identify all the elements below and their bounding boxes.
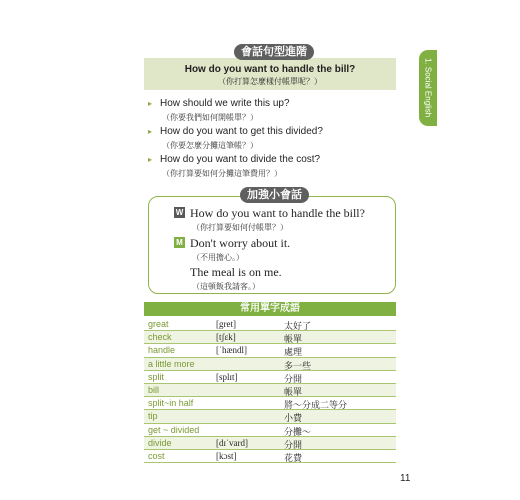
variation-en: How should we write this up? [160, 98, 290, 109]
dialog-line-zh: （不用擔心。） [192, 253, 244, 262]
vocab-phonetic: [kɔst] [216, 450, 237, 461]
vocab-word: split [148, 371, 165, 382]
vocab-word: get ~ divided [148, 424, 200, 435]
variation-en: How do you want to get this divided? [160, 126, 323, 137]
dialog-line-en: The meal is on me. [190, 265, 282, 279]
variation-zh: （你要我們如何開帳單？） [162, 113, 258, 122]
table-row [144, 424, 396, 437]
vocab-phonetic: [splɪt] [216, 371, 238, 382]
vocab-meaning: 花費 [284, 452, 303, 463]
vocab-word: check [148, 332, 172, 343]
vocab-meaning: 帳單 [284, 386, 303, 397]
vocab-meaning: 分開 [284, 373, 303, 384]
page-number: 11 [400, 473, 411, 484]
table-row [144, 397, 396, 410]
bullet-arrow-icon: ▸ [148, 127, 153, 136]
vocab-table-title: 常用單字成語 [144, 302, 396, 316]
table-row [144, 318, 396, 331]
vocab-phonetic: [dɪˈvard] [216, 437, 248, 448]
table-row [144, 384, 396, 397]
section-title-advanced-patterns: 會話句型進階 [234, 44, 314, 60]
vocab-phonetic: [gret] [216, 319, 236, 329]
bullet-arrow-icon: ▸ [148, 155, 153, 164]
vocab-word: tip [148, 411, 158, 422]
vocab-meaning: 處理 [284, 347, 303, 358]
vocab-word: cost [148, 450, 165, 461]
bullet-arrow-icon: ▸ [148, 99, 153, 108]
section-title-mini-dialog: 加強小會話 [240, 187, 309, 203]
vocab-meaning: 分攤～ [284, 426, 312, 437]
table-row [144, 371, 396, 384]
key-sentence-box [144, 58, 396, 90]
vocab-meaning: 多一些 [284, 360, 312, 371]
vocab-word: divide [148, 437, 172, 448]
dialog-line-zh: （這頓飯我請客。） [192, 282, 260, 291]
vocab-word: bill [148, 384, 160, 395]
key-sentence-zh: （你打算怎麼樣付帳單呢？） [218, 77, 322, 86]
table-row [144, 450, 396, 463]
dialog-line-en: How do you want to handle the bill? [190, 206, 365, 220]
speaker-badge: M [174, 237, 185, 248]
dialog-line-zh: （你打算要如何付帳單？） [192, 223, 288, 232]
table-row [144, 358, 396, 371]
vocab-meaning: 分開 [284, 439, 303, 450]
vocab-word: great [148, 319, 169, 329]
table-row [144, 344, 396, 357]
vocab-word: a little more [148, 358, 195, 369]
key-sentence-en: How do you want to handle the bill? [184, 64, 356, 75]
vocab-word: split~in half [148, 398, 194, 409]
vocab-word: handle [148, 345, 176, 356]
vocab-phonetic: [tʃɛk] [216, 332, 236, 343]
table-row [144, 437, 396, 450]
table-row [144, 410, 396, 423]
variation-zh: （你要怎麼分攤這筆帳？） [162, 141, 258, 150]
variation-en: How do you want to divide the cost? [160, 154, 321, 165]
vocab-meaning: 小費 [284, 413, 303, 424]
vocab-meaning: 太好了 [284, 321, 312, 331]
vocab-phonetic: [ˈhændl] [216, 345, 247, 356]
dialog-line-en: Don't worry about it. [190, 236, 291, 250]
vocab-meaning: 將～分成二等分 [284, 400, 348, 411]
speaker-badge: W [175, 208, 184, 217]
table-row [144, 331, 396, 344]
chapter-tab: 1. Social English [419, 50, 437, 126]
variation-zh: （你打算要如何分攤這筆費用？） [162, 169, 282, 178]
vocab-table [144, 318, 396, 463]
vocab-meaning: 帳單 [284, 334, 303, 345]
